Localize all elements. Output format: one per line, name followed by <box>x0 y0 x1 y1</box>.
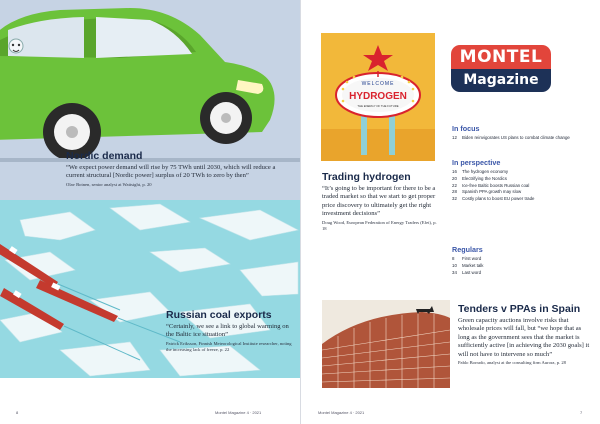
toc-item-page: 12 <box>452 135 457 140</box>
toc-item[interactable] <box>452 263 592 270</box>
left-page-number: 8 <box>16 410 19 415</box>
right-page-number: 7 <box>580 410 583 415</box>
nordic-demand-caption <box>66 150 286 188</box>
toc-item[interactable] <box>452 256 592 263</box>
toc-in-focus <box>452 124 592 142</box>
toc-item[interactable] <box>452 135 592 142</box>
toc-in-perspective <box>452 158 592 203</box>
toc-in-perspective-heading: In perspective <box>452 158 501 167</box>
hydrogen-sign-image <box>321 33 435 161</box>
toc-regulars <box>452 245 592 276</box>
toc-item-title: First word <box>462 256 482 261</box>
nordic-demand-attribution: Olav Botnen, senior analyst at Wattsight, p. 20 <box>66 181 152 187</box>
toc-item-page: 10 <box>452 262 457 268</box>
toc-item-page: 32 <box>452 196 457 202</box>
russian-coal-attribution: Patrick Eriksson, Finnish Meteorological Institute researcher, noting the increasing lack of freeze, p. 22 <box>166 340 292 352</box>
toc-item-page: 8 <box>452 256 455 261</box>
montel-magazine-logo <box>451 45 551 93</box>
toc-item-title: The hydrogen economy <box>462 169 509 174</box>
toc-item[interactable] <box>452 176 592 183</box>
nordic-demand-title: Nordic demand <box>66 150 143 162</box>
solar-grid-image <box>322 300 450 388</box>
sign-hydrogen: HYDROGEN <box>349 91 407 102</box>
left-page-footer: Montel Magazine 4 · 2021 <box>215 410 262 415</box>
logo-magazine: Magazine <box>451 69 551 92</box>
toc-item-page: 16 <box>452 169 457 174</box>
toc-in-focus-heading: In focus <box>452 124 480 133</box>
tenders-spain-attribution: Pablo Borrado, analyst at the consulting firm Aurora, p. 28 <box>458 360 566 366</box>
sign-welcome: WELCOME <box>361 81 395 87</box>
logo-montel: MONTEL <box>451 45 551 69</box>
toc-item-page: 34 <box>452 269 457 275</box>
tenders-spain-caption <box>458 303 590 366</box>
tenders-spain-quote: Green capacity auctions involve risks that wholesale prices will fall, but “we hope that as long as the government sees that the market is sufficiently active [in achieving the 2030 goals] it will not have to intervene so much” <box>458 317 590 358</box>
nordic-demand-quote: “We expect power demand will rise by 75 TWh until 2030, which will reduce a current structural [Nordic power] surplus of 20 TWh to zero by then” <box>66 164 276 180</box>
russian-coal-quote: “Certainly, we see a link to global warming on the Baltic ice situation” <box>166 323 289 339</box>
right-page-footer: Montel Magazine 4 · 2021 <box>318 410 365 415</box>
toc-item-title: Spanish PPA growth may slow <box>462 189 522 195</box>
toc-item-page: 20 <box>452 175 457 181</box>
trading-hydrogen-quote: “It’s going to be important for there to be a traded market so that we start to get proper price discovery to ultimately get the right investment decisions” <box>322 185 436 218</box>
toc-item[interactable] <box>452 196 592 203</box>
toc-item-title: Last word <box>462 269 482 275</box>
toc-item-title: Costly plans to boost EU power trade <box>462 196 535 202</box>
tenders-spain-title: Tenders v PPAs in Spain <box>458 303 581 315</box>
toc-item-page: 22 <box>452 182 457 188</box>
trading-hydrogen-attribution: Doug Wood, European Federation of Energy Traders (Efet), p. 18 <box>322 219 437 231</box>
toc-item-title: Ice-free Baltic boosts Russian coal <box>462 182 530 188</box>
toc-item-title: Market talk <box>462 262 484 268</box>
toc-regulars-heading: Regulars <box>452 245 483 254</box>
toc-item-title: Electrifying the Nordics <box>462 175 507 181</box>
toc-item[interactable] <box>452 189 592 196</box>
toc-item[interactable] <box>452 183 592 190</box>
russian-coal-title: Russian coal exports <box>166 309 272 321</box>
trading-hydrogen-title: Trading hydrogen <box>322 171 411 183</box>
hydrogen-sign-illustration <box>321 33 435 161</box>
russian-coal-caption <box>166 309 294 353</box>
toc-item[interactable] <box>452 169 592 176</box>
toc-item-title: Biden reinvigorates US plans to combat climate change <box>462 135 570 140</box>
toc-item[interactable] <box>452 270 592 277</box>
toc-item-page: 28 <box>452 189 457 195</box>
sign-tagline: THE ENERGY OF THE FUTURE <box>357 104 399 108</box>
tenders-illustration <box>322 300 450 388</box>
trading-hydrogen-caption <box>322 171 440 232</box>
